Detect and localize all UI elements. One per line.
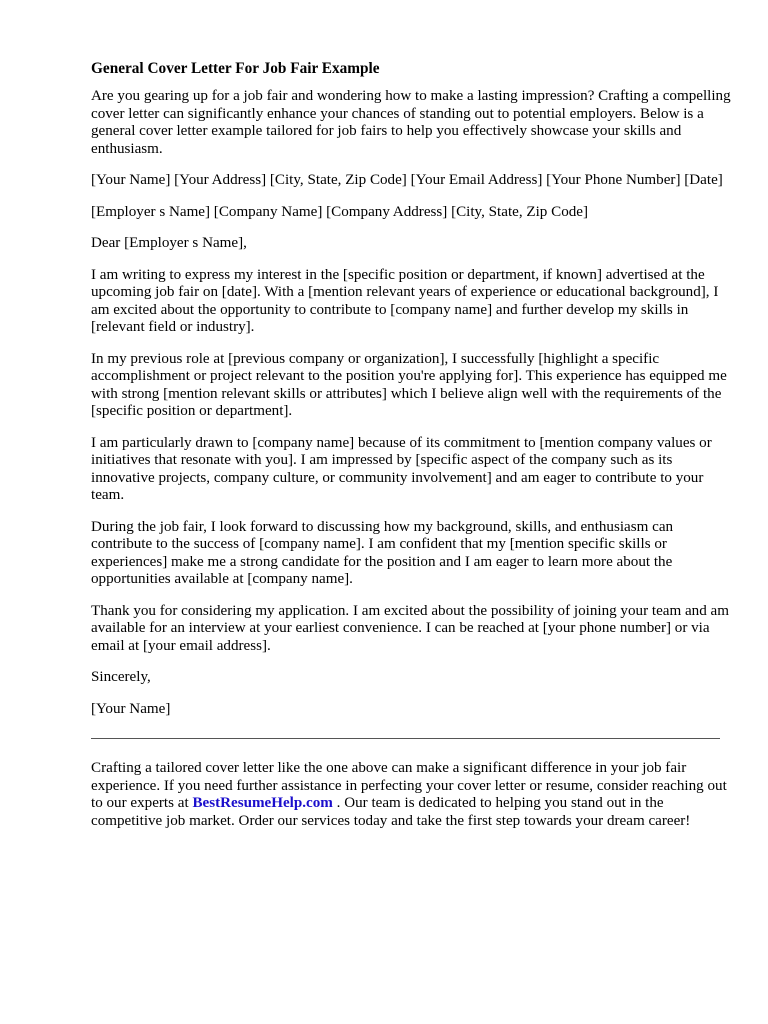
body-paragraph-5: Thank you for considering my application. I am excited about the possibility of joining your team and am available for an interview at your earliest convenience. I can be reached at [your phone number] or via email at [your email address]. [91,602,729,654]
outro-text-before-link: Crafting a tailored cover letter like the one above can make a significant difference in your job fair experience. If you need further assistance in perfecting your cover letter or resume, consider reaching out to our experts at [91,760,727,811]
best-resume-help-link[interactable]: BestResumeHelp.com [192,795,333,811]
body-paragraph-4: During the job fair, I look forward to discussing how my background, skills, and enthusiasm can contribute to the success of [company name]. I am confident that my [mention specific skills or experiences] make me a strong candidate for the position and I am eager to learn more about the opportunities available at [company name]. [91,518,674,587]
document-content [91,60,731,844]
salutation: Dear [Employer s Name], [91,235,247,251]
intro-paragraph: Are you gearing up for a job fair and wondering how to make a lasting impression? Crafting a compelling cover letter can significantly enhance your chances of standing out to potential employers. Below is a general cover letter example tailored for job fairs to help you effectively showcase your skills and enthusiasm. [91,88,731,157]
sender-address-block: [Your Name] [Your Address] [City, State, Zip Code] [Your Email Address] [Your Phone Number] [Date] [91,172,723,188]
closing: Sincerely, [91,669,151,685]
body-paragraph-1: I am writing to express my interest in the [specific position or department, if known] advertised at the upcoming job fair on [date]. With a [mention relevant years of experience or educational background], I am excited about the opportunity to contribute to [company name] and further develop my skills in [relevant field or industry]. [91,266,719,335]
outro-paragraph [91,760,731,830]
outro-text-after-link: . Our team is dedicated to helping you stand out in the competitive job market. Order our services today and take the first step towards your dream career! [91,795,691,829]
document-title: General Cover Letter For Job Fair Example [91,60,380,77]
signature: [Your Name] [91,700,171,717]
body-paragraph-3: I am particularly drawn to [company name] because of its commitment to [mention company values or initiatives that resonate with you]. I am impressed by [specific aspect of the company such as its innovative projects, company culture, or community involvement] and am eager to contribute to your team. [91,434,712,503]
body-paragraph-2: In my previous role at [previous company or organization], I successfully [highlight a specific accomplishment or project relevant to the position you're applying for]. This experience has equipped me with strong [mention relevant skills or attributes] which I believe align well with the requirements of the [specific position or department]. [91,350,727,419]
section-divider [91,738,720,739]
recipient-address-block: [Employer s Name] [Company Name] [Company Address] [City, State, Zip Code] [91,203,589,220]
